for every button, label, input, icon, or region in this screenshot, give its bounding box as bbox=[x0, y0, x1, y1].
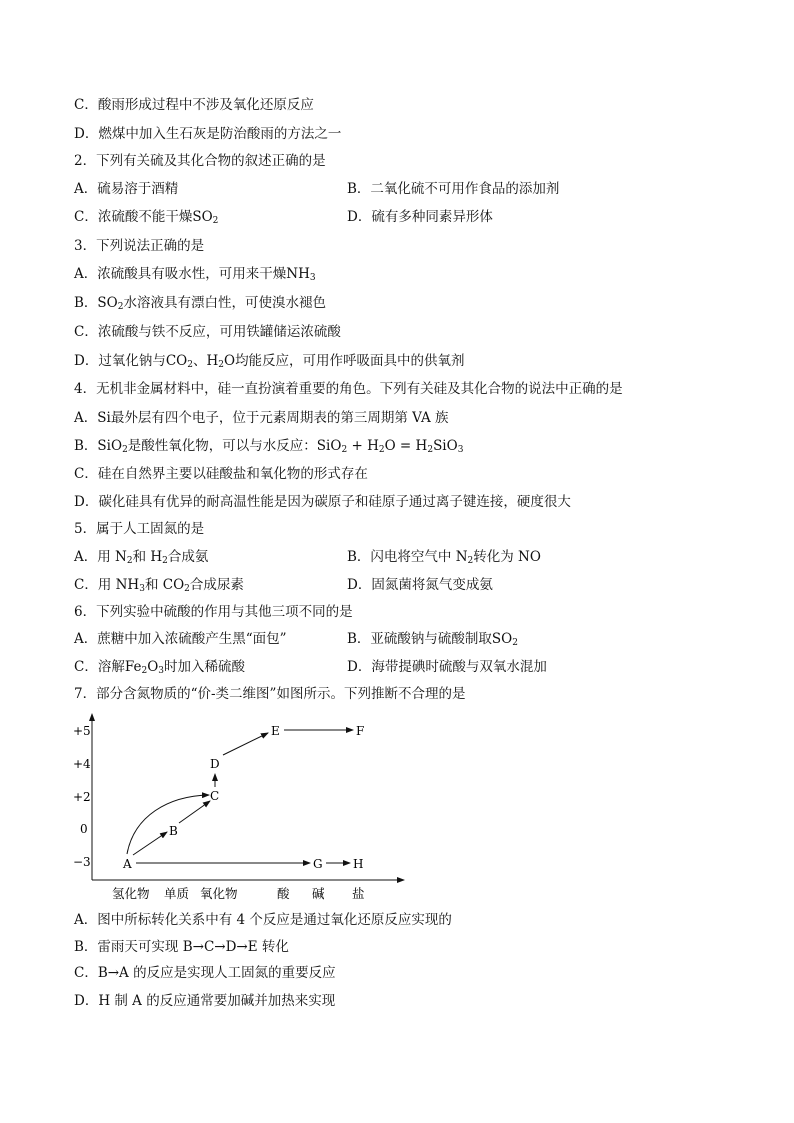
q3-option-a: A．浓硫酸具有吸水性，可用来干燥$NH_3$ bbox=[74, 266, 316, 283]
arrow-b-c bbox=[179, 801, 210, 823]
point-d: D bbox=[210, 757, 220, 771]
q2-option-d: D．硫有多种同素异形体 bbox=[347, 209, 493, 225]
y-tick-plus2: +2 bbox=[73, 790, 91, 804]
x-tick-hydride: 氢化物 bbox=[112, 886, 150, 901]
x-tick-salt: 盐 bbox=[352, 886, 365, 901]
q5-option-b: B．闪电将空气中 $N_2$转化为 NO bbox=[347, 549, 541, 566]
point-e: E bbox=[271, 724, 280, 738]
point-g: G bbox=[313, 857, 323, 871]
q7-option-a: A．图中所标转化关系中有 4 个反应是通过氧化还原反应实现的 bbox=[74, 912, 452, 928]
q1-option-d: D．燃煤中加入生石灰是防治酸雨的方法之一 bbox=[74, 126, 342, 142]
q6-option-d: D．海带提碘时硫酸与双氧水混加 bbox=[347, 659, 547, 675]
q7-option-d: D．H 制 A 的反应通常要加碱并加热来实现 bbox=[74, 993, 336, 1009]
q5-option-d: D．固氮菌将氮气变成氨 bbox=[347, 577, 493, 593]
question-2: 2．下列有关硫及其化合物的叙述正确的是 bbox=[74, 153, 326, 169]
x-tick-oxide: 氧化物 bbox=[200, 886, 238, 901]
q3-option-c: C．浓硫酸与铁不反应，可用铁罐储运浓硫酸 bbox=[74, 324, 341, 340]
valence-class-diagram bbox=[64, 708, 414, 903]
q3-option-b: B．$SO_2$水溶液具有漂白性，可使溴水褪色 bbox=[74, 295, 326, 312]
arrow-a-c bbox=[127, 795, 209, 854]
question-3: 3．下列说法正确的是 bbox=[74, 238, 205, 254]
q4-option-a: A．Si最外层有四个电子，位于元素周期表的第三周期第 VA 族 bbox=[74, 410, 449, 426]
y-tick-plus4: +4 bbox=[73, 757, 91, 771]
q6-option-a: A．蔗糖中加入浓硫酸产生黑“面包” bbox=[74, 631, 287, 647]
q5-option-c: C．用 $NH_3$和 $CO_2$合成尿素 bbox=[74, 577, 244, 594]
x-tick-base: 碱 bbox=[312, 886, 325, 901]
q7-option-b: B．雷雨天可实现 B→C→D→E 转化 bbox=[74, 939, 289, 955]
q7-option-c: C．B→A 的反应是实现人工固氮的重要反应 bbox=[74, 965, 336, 981]
question-5: 5．属于人工固氮的是 bbox=[74, 521, 205, 537]
y-tick-0: 0 bbox=[80, 822, 88, 836]
point-a: A bbox=[123, 857, 132, 871]
q4-option-c: C．硅在自然界主要以硅酸盐和氧化物的形式存在 bbox=[74, 466, 368, 482]
q3-option-d: D．过氧化钠与$CO_2$、$H_2O$均能反应，可用作呼吸面具中的供氧剂 bbox=[74, 353, 465, 370]
point-f: F bbox=[356, 724, 365, 738]
arrow-d-e bbox=[223, 733, 268, 755]
y-tick-plus5: +5 bbox=[73, 724, 91, 738]
q1-option-c: C．酸雨形成过程中不涉及氧化还原反应 bbox=[74, 97, 314, 113]
q4-option-b: B．SiO$_2$是酸性氧化物，可以与水反应：$SiO_2 + H_2O = H_2SiO_3$ bbox=[74, 438, 464, 455]
x-tick-acid: 酸 bbox=[277, 886, 290, 901]
q6-option-c: C．溶解$Fe_2O_3$时加入稀硫酸 bbox=[74, 659, 246, 676]
q2-option-a: A．硫易溶于酒精 bbox=[74, 181, 179, 197]
arrow-a-b bbox=[133, 832, 167, 855]
question-4: 4．无机非金属材料中，硅一直扮演着重要的角色。下列有关硅及其化合物的说法中正确的是 bbox=[74, 381, 623, 397]
q4-option-d: D．碳化硅具有优异的耐高温性能是因为碳原子和硅原子通过离子键连接，硬度很大 bbox=[74, 494, 571, 510]
q2-option-b: B．二氧化硫不可用作食品的添加剂 bbox=[347, 181, 560, 197]
x-tick-element: 单质 bbox=[164, 886, 190, 901]
point-b: B bbox=[169, 824, 178, 838]
question-7: 7．部分含氮物质的“价-类二维图”如图所示。下列推断不合理的是 bbox=[74, 686, 466, 702]
q5-option-a: A．用 $N_2$和 $H_2$合成氨 bbox=[74, 549, 209, 566]
question-6: 6．下列实验中硫酸的作用与其他三项不同的是 bbox=[74, 604, 353, 620]
q2-option-c: C．浓硫酸不能干燥$SO_2$ bbox=[74, 209, 219, 226]
q6-option-b: B．亚硫酸钠与硫酸制取$SO_2$ bbox=[347, 631, 518, 648]
point-h: H bbox=[353, 857, 364, 871]
point-c: C bbox=[210, 789, 220, 803]
y-tick-minus3: −3 bbox=[73, 855, 91, 869]
